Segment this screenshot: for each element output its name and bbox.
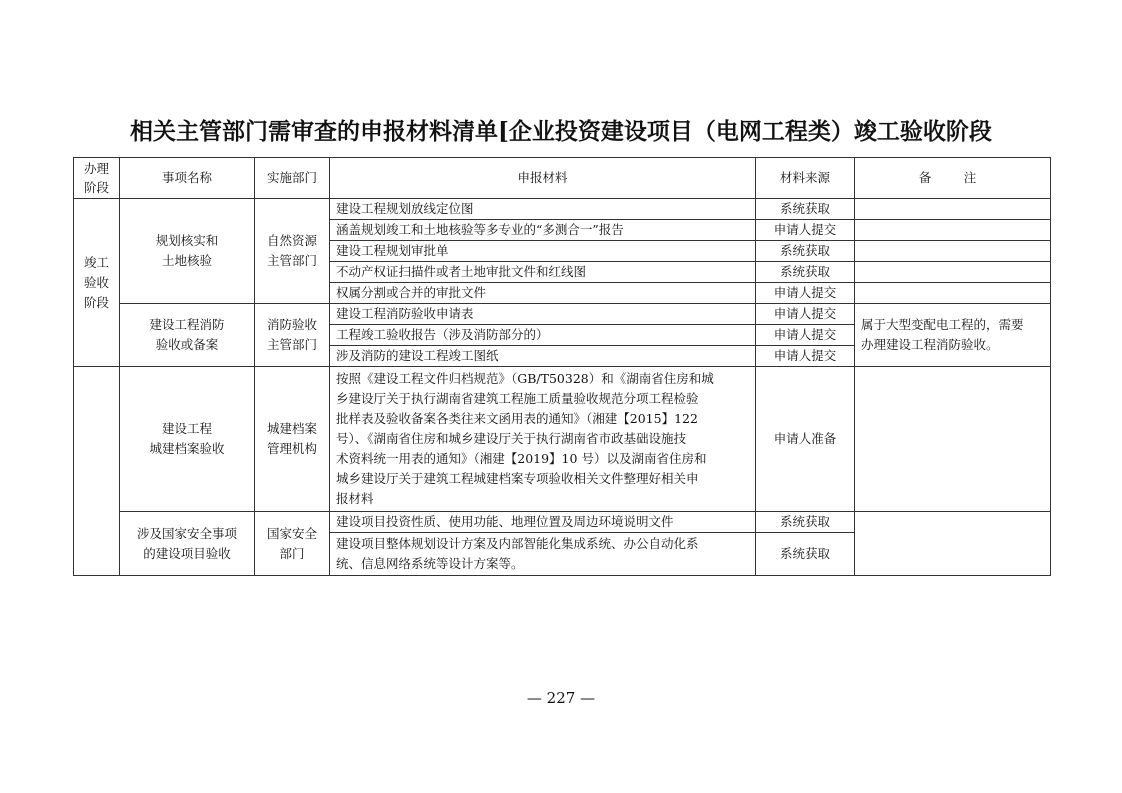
materials-table (73, 157, 1051, 576)
item-line: 的建设项目验收 (143, 545, 231, 561)
material-line: 建设项目投资性质、使用功能、地理位置及周边环境说明文件 (336, 514, 674, 529)
item-line: 建设工程消防 (149, 317, 225, 332)
header-material: 申报材料 (330, 158, 756, 199)
dept-line: 主管部门 (266, 253, 317, 268)
material-line: 按照《建设工程文件归档规范》（GB/T50328）和《湖南省住房和城 (336, 371, 714, 386)
item-cell (120, 304, 255, 367)
material-cell: 涉及消防的建设工程竣工图纸 (330, 346, 756, 367)
item-line: 验收或备案 (155, 337, 219, 352)
stage-line3: 阶段 (83, 294, 109, 310)
dept-cell (255, 304, 330, 367)
material-cell: 不动产权证扫描件或者土地审批文件和红线图 (330, 262, 756, 283)
stage-line1: 竣工 (83, 254, 109, 270)
remark-cell (855, 304, 1051, 367)
source-cell: 系统获取 (756, 262, 855, 283)
header-remark: 备 注 (855, 158, 1051, 199)
source-cell: 系统获取 (756, 512, 855, 533)
material-line: 号）、《湖南省住房和城乡建设厅关于执行湖南省市政基础设施技 (336, 431, 687, 446)
material-line: 统、信息网络系统等设计方案等。 (336, 556, 524, 571)
material-line: 术资料统一用表的通知》（湘建【2019】10 号）以及湖南省住房和 (336, 451, 707, 466)
item-cell (120, 512, 255, 576)
material-cell: 建设工程规划审批单 (330, 241, 756, 262)
table-row (74, 512, 1051, 533)
material-cell: 涵盖规划竣工和土地核验等多专业的“多测合一”报告 (330, 220, 756, 241)
header-stage-line1: 办理 (83, 161, 109, 176)
remark-cell (855, 199, 1051, 220)
dept-line: 消防验收 (266, 317, 317, 332)
material-line: 建设项目整体规划设计方案及内部智能化集成系统、办公自动化系 (336, 536, 699, 551)
dept-line: 部门 (279, 545, 305, 561)
item-cell (120, 367, 255, 512)
material-cell: 建设工程规划放线定位图 (330, 199, 756, 220)
dept-cell (255, 367, 330, 512)
remark-cell (855, 283, 1051, 304)
source-cell: 申请人提交 (756, 283, 855, 304)
remark-cell (855, 220, 1051, 241)
source-cell: 系统获取 (756, 241, 855, 262)
source-cell: 申请人提交 (756, 346, 855, 367)
page-number: — 227 — (526, 689, 596, 707)
material-line: 乡建设厅关于执行湖南省建筑工程施工质量验收规范分项工程检验 (336, 391, 699, 406)
dept-line: 城建档案 (266, 421, 317, 436)
table-row (74, 304, 1051, 325)
header-stage (74, 158, 120, 199)
material-line: 城乡建设厅关于建筑工程城建档案专项验收相关文件整理好相关申 (336, 471, 699, 486)
item-line: 土地核验 (161, 253, 212, 268)
table-row (74, 199, 1051, 220)
dept-line: 管理机构 (266, 441, 317, 456)
header-stage-line2: 阶段 (83, 180, 109, 195)
material-cell (330, 533, 756, 576)
material-line: 报材料 (336, 491, 374, 506)
remark-line: 办理建设工程消防验收。 (861, 337, 999, 352)
material-cell (330, 512, 756, 533)
source-cell: 系统获取 (756, 199, 855, 220)
source-cell: 系统获取 (756, 533, 855, 576)
dept-line: 国家安全 (266, 525, 317, 541)
remark-cell (855, 241, 1051, 262)
stage-line2: 验收 (83, 274, 109, 290)
source-cell: 申请人提交 (756, 304, 855, 325)
remark-cell (855, 262, 1051, 283)
material-line: 批样表及验收备案各类往来文函用表的通知》（湘建【2015】122 (336, 411, 698, 426)
item-cell (120, 199, 255, 304)
page-title: 相关主管部门需审查的申报材料清单[企业投资建设项目（电网工程类）竣工验收阶段 (130, 118, 992, 145)
item-line: 规划核实和 (155, 233, 219, 248)
dept-cell (255, 512, 330, 576)
material-cell (330, 367, 756, 512)
header-dept: 实施部门 (255, 158, 330, 199)
dept-line: 自然资源 (266, 233, 317, 248)
remark-cell (855, 367, 1051, 512)
item-line: 建设工程 (161, 421, 212, 436)
table-header-row (74, 158, 1051, 199)
table-row (74, 367, 1051, 512)
item-line: 城建档案验收 (149, 441, 225, 456)
header-source: 材料来源 (756, 158, 855, 199)
source-cell: 申请人提交 (756, 220, 855, 241)
material-cell: 建设工程消防验收申请表 (330, 304, 756, 325)
stage-cell (74, 199, 120, 367)
source-cell: 申请人提交 (756, 325, 855, 346)
remark-line: 属于大型变配电工程的，需要 (861, 317, 1024, 332)
item-line: 涉及国家安全事项 (136, 525, 237, 541)
dept-cell (255, 199, 330, 304)
header-item: 事项名称 (120, 158, 255, 199)
remark-cell (855, 512, 1051, 576)
source-cell: 申请人准备 (756, 367, 855, 512)
material-cell: 权属分割或合并的审批文件 (330, 283, 756, 304)
stage-cell-empty (74, 367, 120, 576)
material-cell: 工程竣工验收报告（涉及消防部分的） (330, 325, 756, 346)
dept-line: 主管部门 (266, 337, 317, 352)
